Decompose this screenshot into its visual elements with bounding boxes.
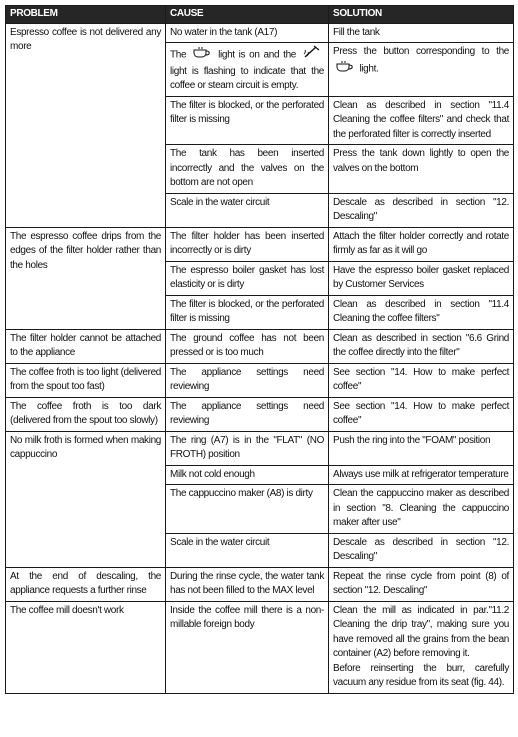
table-row: [6, 23, 514, 43]
problem-cell: No milk froth is formed when making cappuccino: [6, 431, 166, 567]
solution-cell: Clean as described in section "6.6 Grind the coffee directly into the filter": [329, 329, 514, 363]
cause-cell: The filter is blocked, or the perforated filter is missing: [166, 295, 329, 329]
troubleshooting-page: [5, 5, 513, 694]
espresso-cup-icon: [335, 60, 355, 78]
table-row: [6, 363, 514, 397]
solution-text-before: Press the button corresponding to the: [333, 46, 509, 57]
cause-cell: The appliance settings need reviewing: [166, 363, 329, 397]
cause-cell: The espresso boiler gasket has lost elasticity or is dirty: [166, 261, 329, 295]
solution-cell: Have the espresso boiler gasket replaced by Customer Services: [329, 261, 514, 295]
solution-text-after: light.: [359, 62, 379, 74]
solution-cell: Fill the tank: [329, 23, 514, 43]
table-row: [6, 397, 514, 431]
solution-cell: Repeat the rinse cycle from point (8) of section "12. Descaling": [329, 567, 514, 601]
solution-cell: Always use milk at refrigerator temperature: [329, 465, 514, 485]
problem-cell: The espresso coffee drips from the edges of the filter holder rather than the holes: [6, 227, 166, 329]
cause-cell: The ring (A7) is in the "FLAT" (NO FROTH) position: [166, 431, 329, 465]
solution-cell: [329, 43, 514, 97]
cause-cell: The tank has been inserted incorrectly and the valves on the bottom are not open: [166, 145, 329, 194]
cause-cell: The ground coffee has not been pressed or is too much: [166, 329, 329, 363]
solution-cell: Push the ring into the "FOAM" position: [329, 431, 514, 465]
steam-spout-icon: [302, 45, 322, 65]
header-problem: PROBLEM: [6, 6, 166, 24]
problem-cell: The coffee mill doesn't work: [6, 601, 166, 693]
table-row: [6, 601, 514, 693]
solution-cell: Press the tank down lightly to open the valves on the bottom: [329, 145, 514, 194]
cause-cell: The filter holder has been inserted incorrectly or is dirty: [166, 227, 329, 261]
problem-cell: At the end of descaling, the appliance requests a further rinse: [6, 567, 166, 601]
problem-cell: The filter holder cannot be attached to the appliance: [6, 329, 166, 363]
cause-cell: The filter is blocked, or the perforated filter is missing: [166, 96, 329, 145]
cause-cell: During the rinse cycle, the water tank has not been filled to the MAX level: [166, 567, 329, 601]
table-row: [6, 567, 514, 601]
cause-cell: The appliance settings need reviewing: [166, 397, 329, 431]
table-row: [6, 431, 514, 465]
header-cause: CAUSE: [166, 6, 329, 24]
solution-cell: Attach the filter holder correctly and rotate firmly as far as it will go: [329, 227, 514, 261]
solution-cell: Clean as described in section "11.4 Cleaning the coffee filters": [329, 295, 514, 329]
cause-cell: The cappuccino maker (A8) is dirty: [166, 485, 329, 534]
problem-cell: The coffee froth is too dark (delivered from the spout too slowly): [6, 397, 166, 431]
cause-cell: Scale in the water circuit: [166, 193, 329, 227]
espresso-cup-icon: [192, 46, 212, 64]
solution-cell: Descale as described in section "12. Descaling": [329, 193, 514, 227]
troubleshooting-table: [5, 5, 514, 694]
header-solution: SOLUTION: [329, 6, 514, 24]
solution-cell: Descale as described in section "12. Descaling": [329, 533, 514, 567]
solution-cell: See section "14. How to make perfect coffee": [329, 363, 514, 397]
solution-cell: Clean the mill as indicated in par."11.2 Cleaning the drip tray", making sure you have removed all the grains from the bean container (A2) before removing it. Before reinserting the burr, carefully vacuum any residue from its seat (fig. 44).: [329, 601, 514, 693]
cause-cell: [166, 43, 329, 97]
cause-text-middle: light is on and the: [218, 49, 297, 61]
solution-cell: Clean as described in section "11.4 Cleaning the coffee filters" and check that the perforated filter is correctly inserted: [329, 96, 514, 145]
table-row: [6, 227, 514, 261]
cause-text-before: The: [170, 49, 187, 61]
cause-cell: No water in the tank (A17): [166, 23, 329, 43]
cause-cell: Scale in the water circuit: [166, 533, 329, 567]
solution-cell: Clean the cappuccino maker as described in section "8. Cleaning the cappuccino maker after use": [329, 485, 514, 534]
solution-cell: See section "14. How to make perfect coffee": [329, 397, 514, 431]
table-row: [6, 329, 514, 363]
cause-text-after: light is flashing to indicate that the coffee or steam circuit is empty.: [170, 65, 324, 91]
cause-cell: Inside the coffee mill there is a non-millable foreign body: [166, 601, 329, 693]
table-header-row: [6, 6, 514, 24]
cause-cell: Milk not cold enough: [166, 465, 329, 485]
problem-cell: The coffee froth is too light (delivered from the spout too fast): [6, 363, 166, 397]
problem-cell: Espresso coffee is not delivered any more: [6, 23, 166, 227]
